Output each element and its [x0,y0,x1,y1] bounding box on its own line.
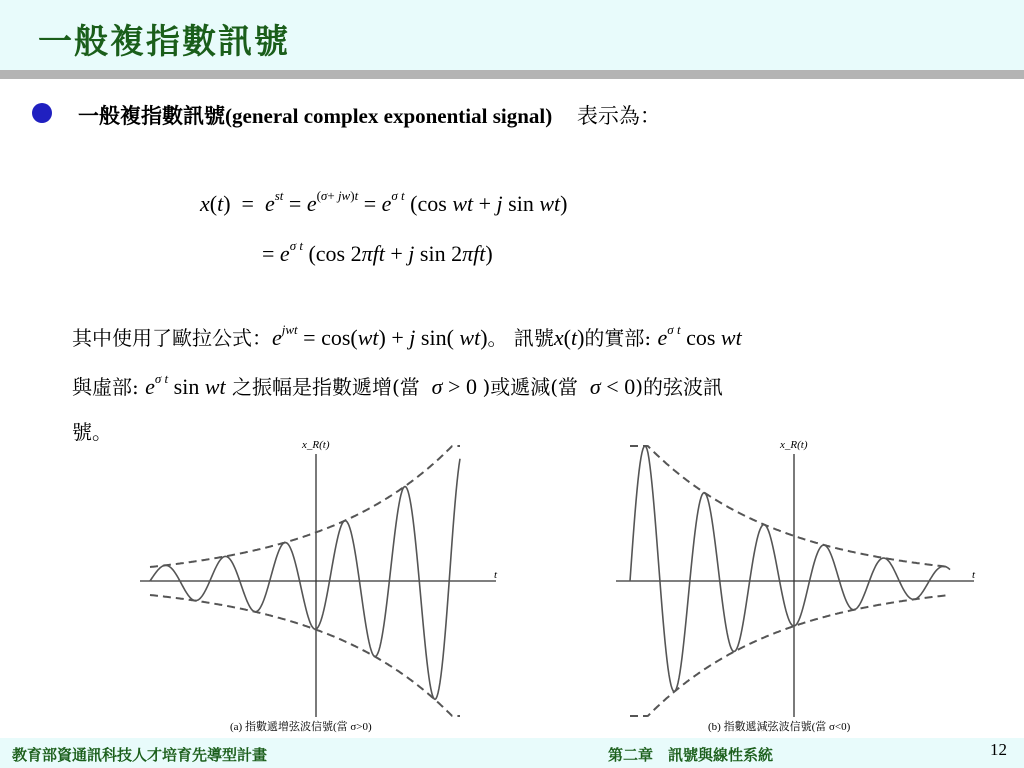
para-decrease-text: )或遞減(當 [482,375,579,399]
left-t-label: t [494,569,498,581]
right-envelope-top [630,446,950,567]
figures-svg [0,432,1024,742]
left-envelope-bottom [150,595,460,716]
para-signal-text: 。 訊號 [487,326,554,350]
right-wave [630,446,950,692]
footer-chapter: 第二章 訊號與線性系統 [608,746,774,764]
left-caption: (a) 指數遞增弦波信號(當 σ>0) [230,721,372,733]
right-t-label: t [972,569,976,581]
bullet-prefix: 一般複指數訊號 [78,103,225,128]
right-envelope-bottom [630,595,950,716]
figure-right [616,439,976,733]
paragraph-line-3: 號。 [72,420,112,444]
slide-title: 一般複指數訊號 [38,22,290,62]
para-amplitude-text: 之振幅是指數遞增(當 [232,375,420,399]
para-euler-text: 其中使用了歐拉公式： [72,326,272,350]
equation-line-1: $x(t) = e^{st} = e^{(\sigma+ jw)t} = e^{\sigma t}$ (cos wt + j sin wt) [200,188,568,216]
left-wave [150,459,460,700]
bullet-dot-icon [32,103,52,123]
page-number: 12 [990,740,1007,759]
paragraph-line-2: 與虛部: $e^{\sigma t}$ sin wt 之振幅是指數遞增(當 σ > 0 )或遞減(當 σ < 0)的弦波訊 [72,371,724,399]
paragraph-line-1: 其中使用了歐拉公式：$e^{jwt} = \cos(wt) + j$ sin( wt)。 訊號x(t)的實部: $e^{\sigma t}$ cos wt [72,322,742,350]
para-real-part-text: 的實部: [584,326,652,350]
bullet-english: (general complex exponential signal) [225,104,553,128]
right-axis-label: x_R(t) [780,439,808,451]
bullet-text [78,100,661,130]
bullet-suffix: 表示為： [576,104,661,128]
left-envelope-top [150,446,460,567]
footer-left: 教育部資通訊科技人才培育先導型計畫 [12,746,268,764]
equation-line-2: = $e^{\sigma t}$ (cos 2πft + j sin 2πft) [262,238,493,266]
left-axis-label: x_R(t) [302,439,330,451]
figure-left [140,439,498,733]
para-imag-part-text: 與虛部: [72,375,139,399]
right-caption: (b) 指數遞減弦波信號(當 σ<0) [708,721,851,733]
header-rule [0,70,1024,79]
para-sinusoid-text: )的弦波訊 [635,375,724,399]
